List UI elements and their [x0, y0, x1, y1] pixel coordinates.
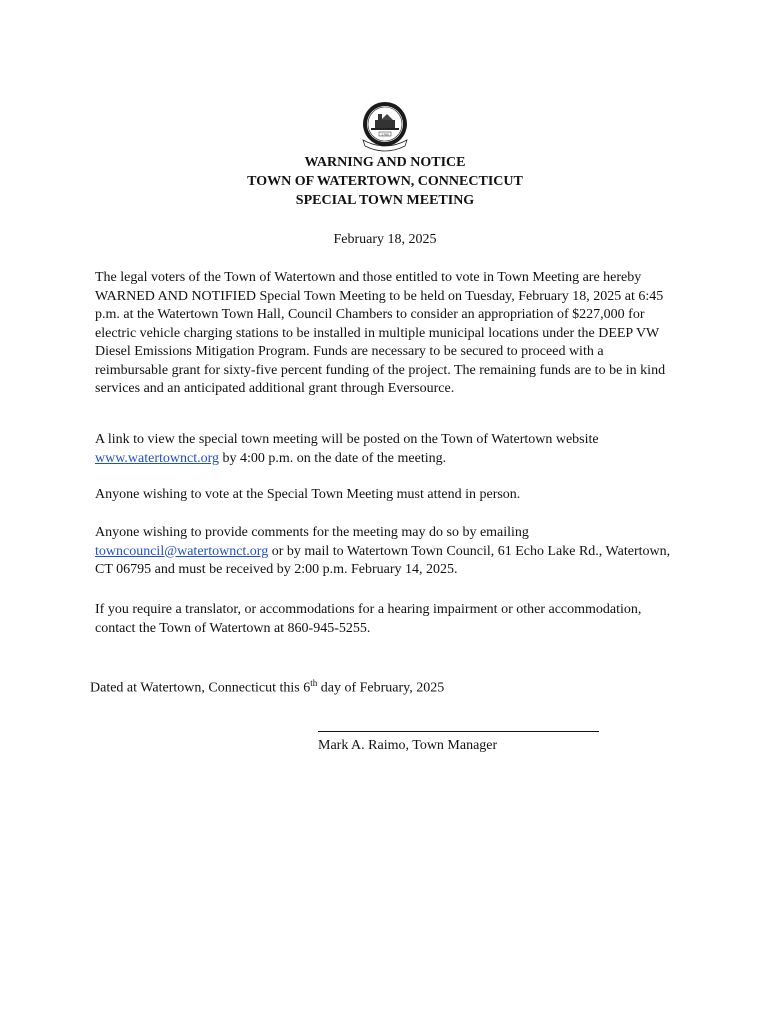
dated-text-before: Dated at Watertown, Connecticut this 6	[90, 680, 311, 696]
signature-line	[318, 731, 599, 732]
meeting-date: February 18, 2025	[333, 232, 437, 247]
dated-line	[90, 678, 590, 697]
website-text-after: by 4:00 p.m. on the date of the meeting.	[219, 450, 447, 466]
dated-ordinal: th	[310, 678, 318, 688]
website-text-before: A link to view the special town meeting will be posted on the Town of Watertown website	[95, 432, 599, 447]
comments-text-after: or by mail to Watertown Town Council, 61 Echo Lake Rd., Watertown, CT 06795 and must be received by 2:00 p.m. February 14, 2025.	[95, 543, 671, 577]
email-link[interactable]: towncouncil@watertownct.org	[95, 543, 269, 559]
warning-paragraph: The legal voters of the Town of Watertown and those entitled to vote in Town Meeting are hereby WARNED AND NOTIFIED Special Town Meeting to be held on Tuesday, February 18, 2025 at 6:45 p.m. at the Watertown Town Hall, Council Chambers to consider an appropriation of $227,000 for electric vehicle charging stations to be installed in multiple municipal locations under the DEEP VW Diesel Emissions Mitigation Program. Funds are necessary to be secured to proceed with a reimbursable grant for sixty-five percent funding of the project. The remaining funds are to be in kind services and an anticipated additional grant through Eversource.	[95, 270, 666, 396]
notice-title: WARNING AND NOTICE	[304, 155, 466, 170]
in-person-paragraph: Anyone wishing to vote at the Special Town Meeting must attend in person.	[95, 487, 521, 502]
signer-name: Mark A. Raimo, Town Manager	[318, 738, 498, 753]
comments-text-before: Anyone wishing to provide comments for the meeting may do so by emailing	[95, 525, 529, 540]
website-paragraph	[95, 431, 680, 468]
svg-text:1780: 1780	[381, 132, 389, 137]
meeting-type-heading: SPECIAL TOWN MEETING	[295, 193, 475, 208]
accommodation-paragraph: If you require a translator, or accommodations for a hearing impairment or other accommodation, contact the Town of Watertown at 860-945-5255.	[95, 602, 642, 636]
town-seal-icon	[357, 100, 413, 152]
comments-paragraph	[95, 524, 680, 580]
website-link[interactable]: www.watertownct.org	[95, 450, 220, 466]
dated-text-after: day of February, 2025	[317, 680, 445, 696]
town-name-heading: TOWN OF WATERTOWN, CONNECTICUT	[247, 174, 523, 189]
